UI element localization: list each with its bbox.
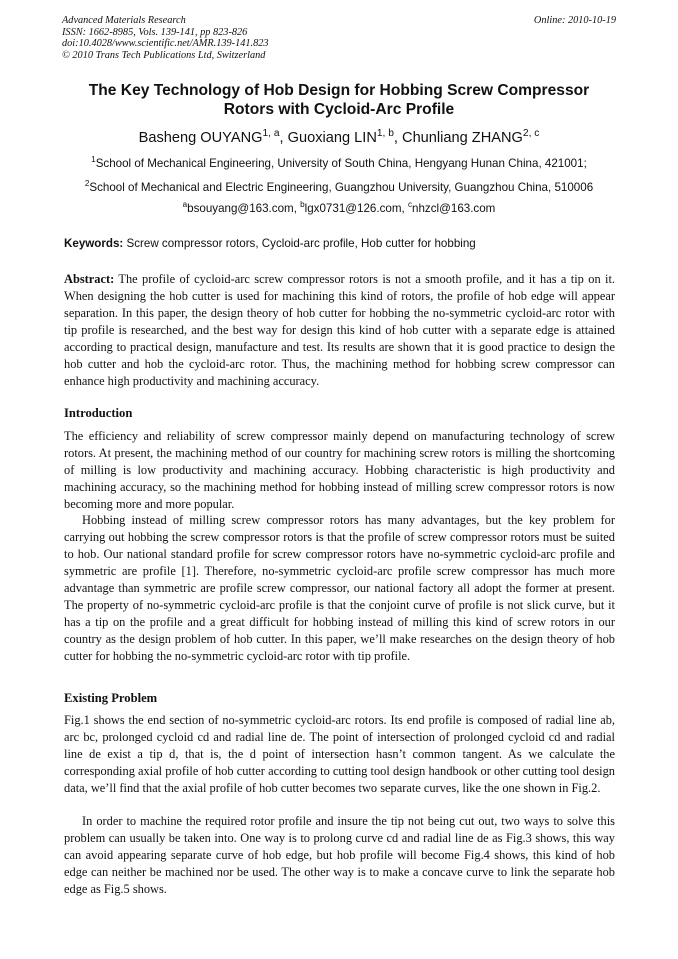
affiliation-mark: 2 [84, 179, 90, 189]
existing-problem-paragraph-2: In order to machine the required rotor profile and insure the tip not being cut out, two ways to solve this problem can usually be taken into. One way is to prolong curve cd and radial line de as Fig.3 shows, this way can avoid appearing separate curve of hob edge, but hob profile will become Fig.4 shows, this kind of hob edge can neither be machined nor be used. The other way is to make a concave curve to link the separate hob edge as Fig.5 shows. [64, 814, 615, 896]
affiliation-text: School of Mechanical Engineering, University of South China, Hengyang Hunan China, 421001; [95, 157, 587, 170]
section-heading-introduction: Introduction [64, 406, 133, 420]
author-affiliation-mark: 2, c [522, 128, 540, 140]
affiliation-text: School of Mechanical and Electric Engineering, Guangzhou University, Guangzhou China, 510006 [89, 181, 594, 194]
author-affiliation-mark: 1, b [376, 128, 394, 140]
section-heading-existing-problem: Existing Problem [64, 691, 158, 705]
email-address: lgx0731@126.com [304, 202, 402, 215]
keywords-text: Screw compressor rotors, Cycloid-arc profile, Hob cutter for hobbing [123, 237, 476, 250]
email-separator: , [401, 202, 408, 215]
author-list [40, 129, 638, 147]
copyright-line: © 2010 Trans Tech Publications Ltd, Switzerland [62, 49, 266, 61]
affiliation-1 [40, 156, 638, 171]
introduction-paragraph-2: Hobbing instead of milling screw compressor rotors has many advantages, but the key problem for carrying out hobbing the screw compressor rotors is that the profile of screw compressor rotors must be suited to hob. Our national standard profile for screw compressor rotors have no-symmetric cycloid-arc profile and symmetric are profile [1]. Therefore, no-symmetric cycloid-arc profile screw compressor has much more advantage than symmetric are profile screw compressor, our national factory all adopt the former at present. The property of no-symmetric cycloid-arc profile is that the conjoint curve of profile is not slick curve, but it has a tip on the profile and a great difficult for hobbing instead of milling this kind of screw rotors in our country as the design problem of hob cutter. In this paper, we’ll make researches on the design theory of hob cutter for hobbing the no-symmetric cycloid-arc rotor with tip profile. [64, 513, 615, 663]
paper-title [40, 81, 638, 119]
issn-line: ISSN: 1662-8985, Vols. 139-141, pp 823-826 [62, 26, 248, 38]
doi-line: doi:10.4028/www.scientific.net/AMR.139-141.823 [62, 38, 269, 50]
online-date: Online: 2010-10-19 [533, 15, 616, 26]
author-name: Guoxiang LIN [287, 130, 377, 146]
abstract-text: The profile of cycloid-arc screw compressor rotors is not a smooth profile, and it has a tip on it. When designing the hob cutter is used for machining this kind of rotors, the profile of hob edge will appear separation. In this paper, the design theory of hob cutter for hobbing the no-symmetric cycloid-arc rotor with tip profile is researched, and the best way for design this kind of hob cutter with a separate edge is attained according to practical design, manufacture and test. Its results are shown that it is good practice to design the hob cutter and hob the cycloid-arc rotor. Thus, the machining method for hobbing screw compressor can enhance high productivity and machining accuracy. [64, 272, 615, 388]
introduction-paragraph-1: The efficiency and reliability of screw compressor mainly depend on manufacturing technology of screw rotors. At present, the machining method of our country for machining screw rotors is milling the shortcoming of milling is low productivity and machining accuracy. Hobbing characteristic is high productivity and machining accuracy, so the machining method for hobbing instead of milling screw compressor rotors is now becoming more and more popular. [64, 429, 615, 511]
author-separator: , [393, 130, 403, 146]
affiliation-mark: 1 [91, 155, 96, 165]
journal-header [62, 15, 269, 61]
title-line-2: Rotors with Cycloid-Arc Profile [223, 101, 455, 118]
email-address: bsouyang@163.com [187, 202, 294, 215]
email-mark: b [300, 200, 305, 210]
existing-problem-paragraph-1: Fig.1 shows the end section of no-symmetric cycloid-arc rotors. Its end profile is composed of radial line ab, arc bc, prolonged cycloid cd and radial line de. The point of intersection of prolonged cycloid cd and radial line de exist a tip d, that is, the d point of intersection hasn’t common tangent. As we calculate the corresponding axial profile of hob cutter according to cutting tool design handbook or other cutting tool design data, we’ll find that the axial profile of hob cutter becomes two separate curves, like the one shown in Fig.2. [64, 713, 615, 795]
affiliation-2 [40, 180, 638, 195]
author-separator: , [279, 130, 288, 146]
author-name: Basheng OUYANG [138, 130, 263, 146]
keywords [64, 236, 476, 251]
abstract-label: Abstract: [64, 272, 115, 286]
email-address: nhzcl@163.com [412, 202, 496, 215]
author-name: Chunliang ZHANG [402, 130, 523, 146]
email-mark: a [182, 200, 188, 210]
author-affiliation-mark: 1, a [262, 128, 280, 140]
email-mark: c [407, 200, 413, 210]
email-list [40, 201, 638, 216]
abstract [64, 271, 615, 390]
journal-name: Advanced Materials Research [62, 15, 186, 26]
email-separator: , [293, 202, 301, 215]
keywords-label: Keywords: [64, 237, 124, 250]
title-line-1: The Key Technology of Hob Design for Hobbing Screw Compressor [88, 82, 590, 99]
